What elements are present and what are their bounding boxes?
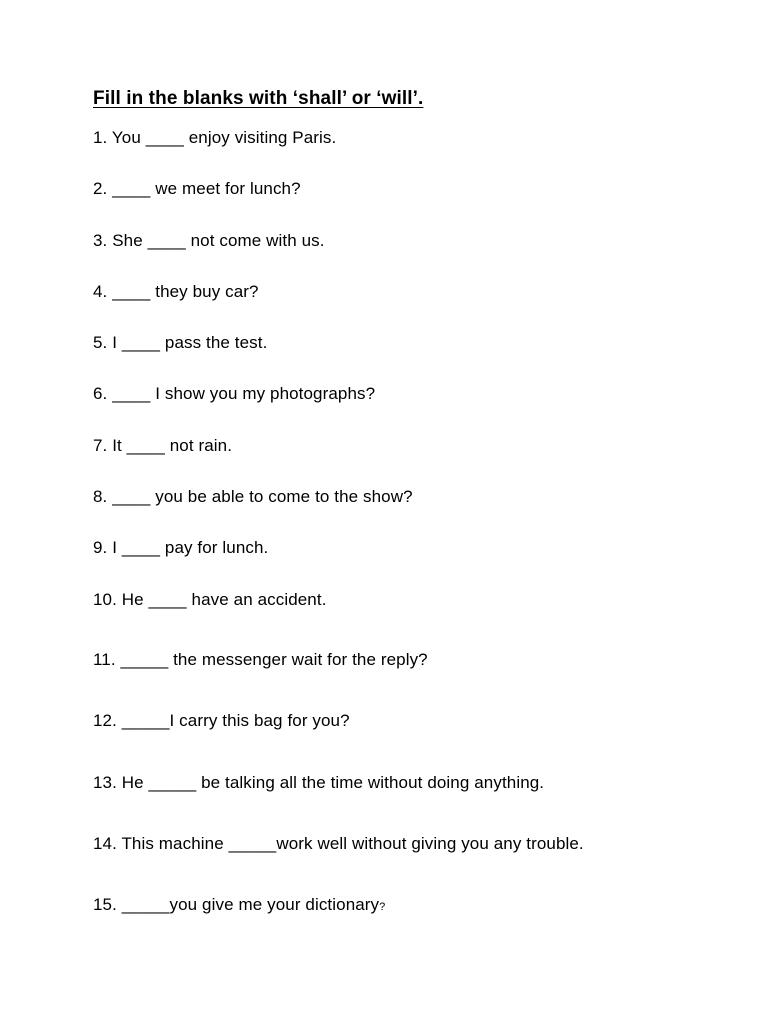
question-12: 12. _____I carry this bag for you? — [93, 711, 350, 730]
question-6: 6. ____ I show you my photographs? — [93, 384, 376, 403]
question-4: 4. ____ they buy car? — [93, 282, 259, 301]
question-10: 10. He ____ have an accident. — [93, 590, 327, 609]
question-13: 13. He _____ be talking all the time without doing anything. — [93, 773, 545, 792]
question-14: 14. This machine _____work well without giving you any trouble. — [93, 834, 584, 853]
question-2: 2. ____ we meet for lunch? — [93, 179, 301, 198]
question-1: 1. You ____ enjoy visiting Paris. — [93, 128, 337, 147]
question-3: 3. She ____ not come with us. — [93, 231, 325, 250]
question-9: 9. I ____ pay for lunch. — [93, 538, 269, 557]
question-8: 8. ____ you be able to come to the show? — [93, 487, 413, 506]
question-7: 7. It ____ not rain. — [93, 436, 233, 455]
question-5: 5. I ____ pass the test. — [93, 333, 268, 352]
question-15 — [93, 895, 385, 915]
question-11: 11. _____ the messenger wait for the reply? — [93, 650, 428, 669]
question-15-mark: ? — [379, 901, 386, 913]
question-15-text: 15. _____you give me your dictionary — [93, 895, 380, 914]
worksheet-title: Fill in the blanks with ‘shall’ or ‘will’. — [93, 88, 424, 109]
